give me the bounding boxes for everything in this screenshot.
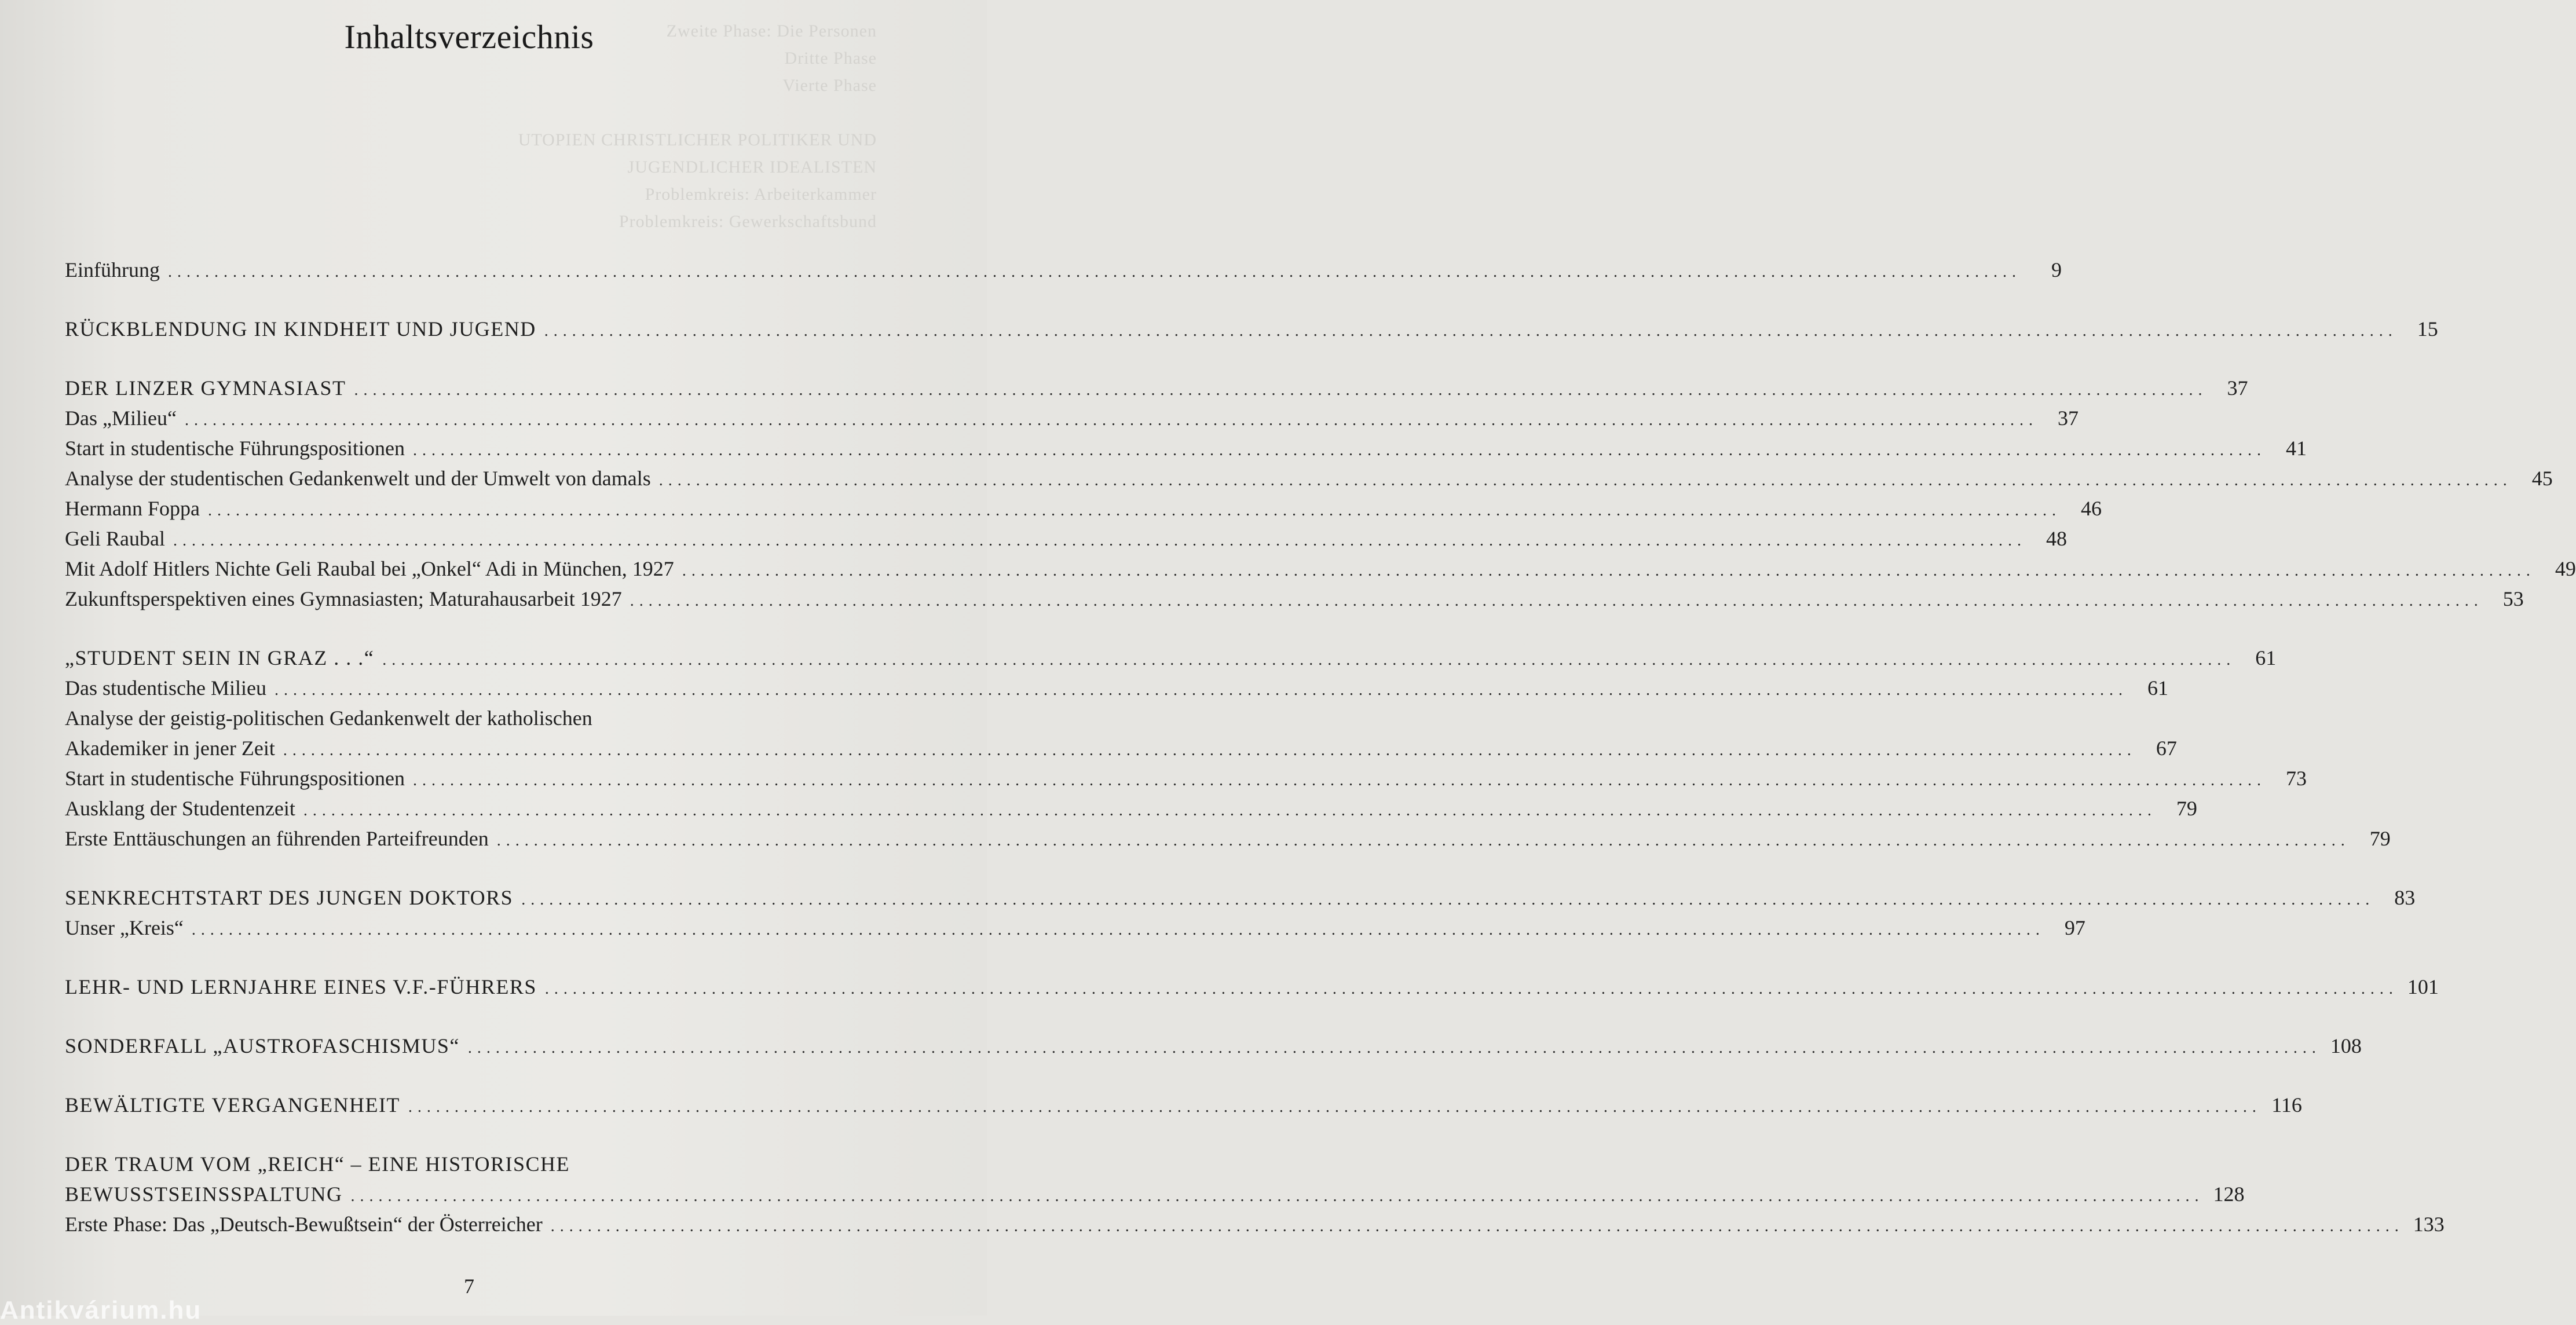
toc-entry[interactable] bbox=[65, 1090, 2302, 1120]
toc-entry-page: 79 bbox=[2176, 797, 2197, 820]
toc-entry-title: SONDERFALL „AUSTROFASCHISMUS“ bbox=[65, 1034, 460, 1057]
toc-entry[interactable] bbox=[65, 493, 2102, 524]
toc-entry-title: BEWUSSTSEINSSPALTUNG bbox=[65, 1183, 343, 1206]
dot-leader: ........................................................................................................................................................................................................ bbox=[412, 771, 2266, 789]
toc-entry[interactable] bbox=[65, 524, 2067, 554]
dot-leader: ........................................................................................................................................................................................................ bbox=[191, 921, 2045, 939]
toc-entry-title: DER TRAUM VOM „REICH“ – EINE HISTORISCHE bbox=[65, 1152, 570, 1176]
toc-entry-title: Erste Enttäuschungen an führenden Parteifreunden bbox=[65, 827, 489, 850]
bleed-through-line: Problemkreis: Arbeiterkammer bbox=[645, 185, 877, 204]
toc-entry-page: 73 bbox=[2285, 767, 2307, 790]
toc-entry-title: Analyse der geistig-politischen Gedankenwelt der katholischen bbox=[65, 707, 592, 730]
dot-leader: ........................................................................................................................................................................................................ bbox=[544, 980, 2398, 998]
bleed-through-line: Zweite Phase: Die Personen bbox=[666, 21, 877, 41]
toc-entry-title: Einführung bbox=[65, 258, 160, 281]
toc-group bbox=[65, 373, 2576, 614]
toc-entry[interactable] bbox=[65, 823, 2391, 854]
toc-entry[interactable] bbox=[65, 433, 2307, 463]
toc-group bbox=[65, 314, 2438, 344]
bleed-through-line bbox=[460, 99, 877, 126]
watermark-logo: Antikvárium.hu bbox=[0, 1296, 202, 1324]
page-number: 7 bbox=[464, 1275, 474, 1298]
toc-entry-title: Geli Raubal bbox=[65, 527, 165, 550]
toc-entry[interactable] bbox=[65, 403, 2079, 433]
toc-entry-page: 133 bbox=[2413, 1213, 2445, 1236]
dot-leader: ........................................................................................................................................................................................................ bbox=[283, 741, 2136, 759]
dot-leader: ........................................................................................................................................................................................................ bbox=[658, 471, 2512, 489]
toc-group bbox=[65, 643, 2391, 854]
toc-entry[interactable] bbox=[65, 1149, 876, 1179]
dot-leader: ........................................................................................................................................................................................................ bbox=[207, 502, 2061, 519]
toc-entry-page: 67 bbox=[2156, 737, 2177, 760]
toc-group bbox=[65, 1031, 2362, 1061]
toc-entry[interactable] bbox=[65, 314, 2438, 344]
bleed-through-line: Problemkreis: Gewerkschaftsbund bbox=[619, 212, 877, 231]
dot-leader: ........................................................................................................................................................................................................ bbox=[412, 441, 2266, 459]
toc-entry-title: Das studentische Milieu bbox=[65, 676, 266, 700]
toc-entry-page: 101 bbox=[2407, 975, 2439, 998]
toc-entry[interactable] bbox=[65, 972, 2439, 1002]
toc-entry[interactable] bbox=[65, 643, 2277, 673]
toc-entry-page: 49 bbox=[2555, 557, 2576, 580]
dot-leader: ........................................................................................................................................................................................................ bbox=[303, 801, 2157, 819]
toc-entry-page: 15 bbox=[2417, 317, 2438, 341]
toc-entry-title: Start in studentische Führungspositionen bbox=[65, 767, 405, 790]
toc-entry-page: 53 bbox=[2502, 587, 2524, 610]
toc-entry[interactable] bbox=[65, 373, 2248, 403]
toc-entry[interactable] bbox=[65, 733, 2177, 763]
toc-group bbox=[65, 972, 2439, 1002]
toc-entry[interactable] bbox=[65, 913, 2085, 943]
toc-group bbox=[65, 255, 2062, 285]
toc-entry-title: RÜCKBLENDUNG IN KINDHEIT UND JUGEND bbox=[65, 317, 536, 341]
toc-entry-title: Analyse der studentischen Gedankenwelt und der Umwelt von damals bbox=[65, 467, 651, 490]
toc-entry-title: Mit Adolf Hitlers Nichte Geli Raubal bei „Onkel“ Adi in München, 1927 bbox=[65, 557, 674, 580]
toc-entry[interactable] bbox=[65, 1179, 2245, 1209]
toc-entry-page: 9 bbox=[2051, 258, 2062, 281]
bleed-through-line: UTOPIEN CHRISTLICHER POLITIKER UND bbox=[518, 130, 877, 149]
toc-entry-page: 45 bbox=[2531, 467, 2553, 490]
toc-entry-page: 79 bbox=[2369, 827, 2391, 850]
dot-leader: ........................................................................................................................................................................................................ bbox=[382, 651, 2236, 669]
toc-entry[interactable] bbox=[65, 883, 2416, 913]
toc-entry-title: SENKRECHTSTART DES JUNGEN DOKTORS bbox=[65, 886, 514, 909]
toc-entry-title: Ausklang der Studentenzeit bbox=[65, 797, 295, 820]
toc-entry[interactable] bbox=[65, 763, 2307, 793]
bleed-through-line: Vierte Phase bbox=[782, 76, 877, 95]
table-of-contents bbox=[65, 255, 2576, 1268]
toc-entry-page: 97 bbox=[2064, 916, 2085, 939]
dot-leader: ........................................................................................................................................................................................................ bbox=[496, 832, 2350, 850]
toc-entry[interactable] bbox=[65, 703, 876, 733]
bleed-through-line: Dritte Phase bbox=[784, 49, 877, 68]
toc-entry-page: 83 bbox=[2394, 886, 2416, 909]
toc-entry[interactable] bbox=[65, 554, 2576, 584]
toc-entry-title: Erste Phase: Das „Deutsch-Bewußtsein“ der Österreicher bbox=[65, 1213, 543, 1236]
toc-entry-title: Hermann Foppa bbox=[65, 497, 200, 520]
toc-entry[interactable] bbox=[65, 584, 2524, 614]
toc-entry-page: 61 bbox=[2255, 646, 2277, 669]
toc-entry-page: 37 bbox=[2057, 407, 2079, 430]
dot-leader: ........................................................................................................................................................................................................ bbox=[354, 381, 2208, 399]
toc-entry-title: Das „Milieu“ bbox=[65, 407, 177, 430]
toc-entry-page: 41 bbox=[2285, 437, 2307, 460]
toc-entry-page: 37 bbox=[2227, 376, 2248, 400]
dot-leader: ........................................................................................................................................................................................................ bbox=[350, 1187, 2204, 1205]
toc-group bbox=[65, 1149, 2445, 1239]
toc-entry-title: Akademiker in jener Zeit bbox=[65, 737, 275, 760]
dot-leader: ........................................................................................................................................................................................................ bbox=[167, 263, 2021, 281]
toc-entry[interactable] bbox=[65, 1209, 2445, 1239]
bleed-through-line: JUGENDLICHER IDEALISTEN bbox=[627, 158, 877, 177]
dot-leader: ........................................................................................................................................................................................................ bbox=[521, 891, 2375, 909]
toc-entry-title: Start in studentische Führungspositionen bbox=[65, 437, 405, 460]
toc-entry-title: „STUDENT SEIN IN GRAZ . . .“ bbox=[65, 646, 375, 669]
dot-leader: ........................................................................................................................................................................................................ bbox=[274, 681, 2128, 699]
page-title: Inhaltsverzeichnis bbox=[344, 18, 594, 56]
toc-entry-page: 108 bbox=[2330, 1034, 2362, 1057]
dot-leader: ........................................................................................................................................................................................................ bbox=[467, 1039, 2321, 1057]
toc-entry-page: 128 bbox=[2213, 1183, 2245, 1206]
toc-entry[interactable] bbox=[65, 793, 2197, 823]
toc-entry-page: 48 bbox=[2046, 527, 2067, 550]
toc-entry-page: 116 bbox=[2271, 1093, 2302, 1117]
toc-group bbox=[65, 883, 2416, 943]
dot-leader: ........................................................................................................................................................................................................ bbox=[550, 1217, 2404, 1235]
dot-leader: ........................................................................................................................................................................................................ bbox=[184, 411, 2038, 429]
toc-group bbox=[65, 1090, 2302, 1120]
dot-leader: ........................................................................................................................................................................................................ bbox=[173, 532, 2026, 550]
toc-entry[interactable] bbox=[65, 255, 2062, 285]
toc-entry-page: 61 bbox=[2147, 676, 2168, 700]
toc-entry-title: Unser „Kreis“ bbox=[65, 916, 184, 939]
dot-leader: ........................................................................................................................................................................................................ bbox=[682, 562, 2535, 580]
toc-entry-title: LEHR- UND LERNJAHRE EINES V.F.-FÜHRERS bbox=[65, 975, 537, 998]
dot-leader: ........................................................................................................................................................................................................ bbox=[408, 1098, 2262, 1116]
toc-entry-title: BEWÄLTIGTE VERGANGENHEIT bbox=[65, 1093, 400, 1117]
toc-entry-title: DER LINZER GYMNASIAST bbox=[65, 376, 346, 400]
dot-leader: ........................................................................................................................................................................................................ bbox=[544, 322, 2398, 340]
dot-leader: ........................................................................................................................................................................................................ bbox=[630, 592, 2483, 610]
toc-entry[interactable] bbox=[65, 463, 2553, 493]
toc-entry[interactable] bbox=[65, 673, 2168, 703]
toc-entry-title: Zukunftsperspektiven eines Gymnasiasten; Maturahausarbeit 1927 bbox=[65, 587, 622, 610]
toc-entry[interactable] bbox=[65, 1031, 2362, 1061]
toc-entry-page: 46 bbox=[2080, 497, 2102, 520]
